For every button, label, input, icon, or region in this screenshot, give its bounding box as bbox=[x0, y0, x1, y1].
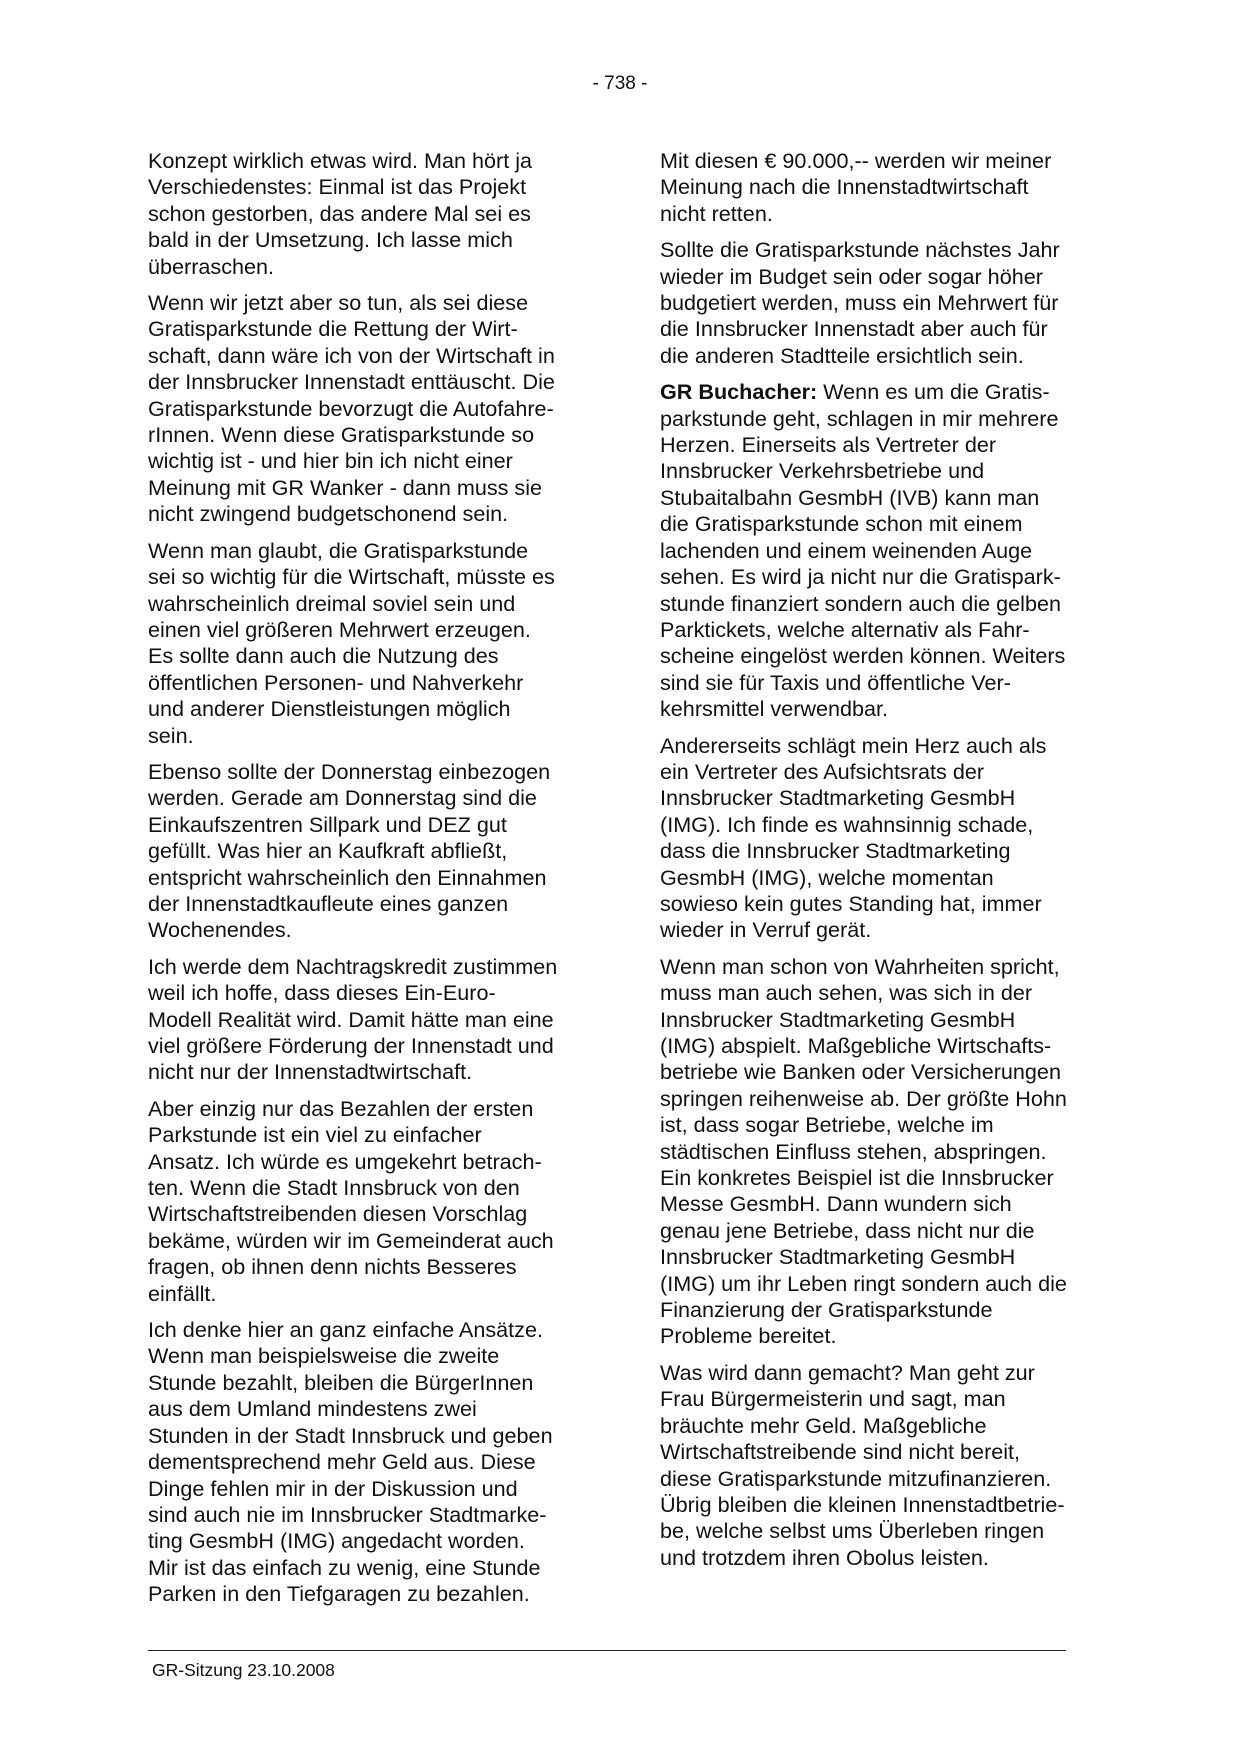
paragraph: Wenn wir jetzt aber so tun, als sei diese Gratisparkstunde die Rettung der Wirt- schaft, dann wäre ich von der Wirtschaft in der Innsbrucker Innenstadt enttäuscht. Die Gratisparkstunde bevorzugt die Autofahre- rInnen. Wenn diese Gratisparkstunde so wichtig ist - und hier bin ich nicht einer Meinung mit GR Wanker - dann muss sie nicht zwingend budgetschonend sein. bbox=[148, 290, 555, 527]
paragraph: Wenn man glaubt, die Gratisparkstunde sei so wichtig für die Wirtschaft, müsste es wahrscheinlich dreimal soviel sein und einen viel größeren Mehrwert erzeugen. Es sollte dann auch die Nutzung des öffentlichen Personen- und Nahverkehr und anderer Dienstleistungen möglich sein. bbox=[148, 537, 555, 748]
paragraph: Ebenso sollte der Donnerstag einbezogen werden. Gerade am Donnerstag sind die Einkaufszentren Sillpark und DEZ gut gefüllt. Was hier an Kaufkraft abfließt, entspricht wahrscheinlich den Einnahmen der Innenstadtkaufleute eines ganzen Wochenendes. bbox=[148, 758, 551, 943]
page-number: - 738 - bbox=[592, 73, 648, 94]
paragraph: Was wird dann gemacht? Man geht zur Frau Bürgermeisterin und sagt, man bräuchte mehr Geld. Maßgebliche Wirtschaftstreibende sind nicht bereit, diese Gratisparkstunde mitzufinanzieren. Übrig bleiben die kleinen Innenstadtbetrie- be, welche selbst ums Überleben ringen und trotzdem ihren Obolus leisten. bbox=[660, 1359, 1065, 1570]
paragraph: Sollte die Gratisparkstunde nächstes Jahr wieder im Budget sein oder sogar höher budgetiert werden, muss ein Mehrwert für die Innsbrucker Innenstadt aber auch für die anderen Stadtteile ersichtlich sein. bbox=[660, 237, 1060, 368]
speaker-paragraph bbox=[660, 379, 1100, 722]
paragraph: Ich werde dem Nachtragskredit zustimmen weil ich hoffe, dass dieses Ein-Euro- Modell Realität wird. Damit hätte man eine viel größere Förderung der Innenstadt und nicht nur der Innenstadtwirtschaft. bbox=[148, 953, 558, 1085]
paragraph: Wenn man schon von Wahrheiten spricht, muss man auch sehen, was sich in der Innsbrucker Stadtmarketing GesmbH (IMG) abspielt. Maßgebliche Wirtschafts- betriebe wie Banken oder Versicherungen springen reihenweise ab. Der größte Hohn ist, dass sogar Betriebe, welche im städtischen Einfluss stehen, abspringen. Ein konkretes Beispiel ist die Innsbrucker Messe GesmbH. Dann wundern sich genau jene Betriebe, dass nicht nur die Innsbrucker Stadtmarketing GesmbH (IMG) um ihr Leben ringt sondern auch die Finanzierung der Gratisparkstunde Probleme bereitet. bbox=[660, 953, 1067, 1349]
right-column bbox=[660, 148, 1100, 1581]
footer-divider bbox=[148, 1650, 1066, 1651]
paragraph: Andererseits schlägt mein Herz auch als ein Vertreter des Aufsichtsrats der Innsbrucker Stadtmarketing GesmbH (IMG). Ich finde es wahnsinnig schade, dass die Innsbrucker Stadtmarketing GesmbH (IMG), welche momentan sowieso kein gutes Standing hat, immer wieder in Verruf gerät. bbox=[660, 732, 1047, 943]
footer-text: GR-Sitzung 23.10.2008 bbox=[152, 1660, 335, 1680]
paragraph: Mit diesen € 90.000,-- werden wir meiner Meinung nach die Innenstadtwirtschaft nicht retten. bbox=[660, 148, 1052, 226]
paragraph: Konzept wirklich etwas wird. Man hört ja Verschiedenstes: Einmal ist das Projekt schon gestorben, das andere Mal sei es bald in der Umsetzung. Ich lasse mich überraschen. bbox=[148, 148, 533, 279]
speaker-text: Wenn es um die Gratis- parkstunde geht, schlagen in mir mehrere Herzen. Einerseits als Vertreter der Innsbrucker Verkehrsbetriebe und Stubaitalbahn GesmbH (IVB) kann man die Gratisparkstunde schon mit einem lachenden und einem weinenden Auge sehen. Es wird ja nicht nur die Gratispark- stunde finanziert sondern auch die gelben Parktickets, welche alternativ als Fahr- scheine eingelöst werden können. Weiters sind sie für Taxis und öffentliche Ver- kehrsmittel verwendbar. bbox=[660, 379, 1066, 722]
paragraph: Ich denke hier an ganz einfache Ansätze. Wenn man beispielsweise die zweite Stunde bezahlt, bleiben die BürgerInnen aus dem Umland mindestens zwei Stunden in der Stadt Innsbruck und geben dementsprechend mehr Geld aus. Diese Dinge fehlen mir in der Diskussion und sind auch nie im Innsbrucker Stadtmarke- ting GesmbH (IMG) angedacht worden. Mir ist das einfach zu wenig, eine Stunde Parken in den Tiefgaragen zu bezahlen. bbox=[148, 1317, 553, 1607]
paragraph: Aber einzig nur das Bezahlen der ersten Parkstunde ist ein viel zu einfacher Ansatz. Ich würde es umgekehrt betrach- ten. Wenn die Stadt Innsbruck von den Wirtschaftstreibenden diesen Vorschlag bekäme, würden wir im Gemeinderat auch fragen, ob ihnen denn nichts Besseres einfällt. bbox=[148, 1095, 554, 1306]
left-column bbox=[148, 148, 588, 1618]
speaker-name: GR Buchacher: bbox=[660, 379, 818, 405]
